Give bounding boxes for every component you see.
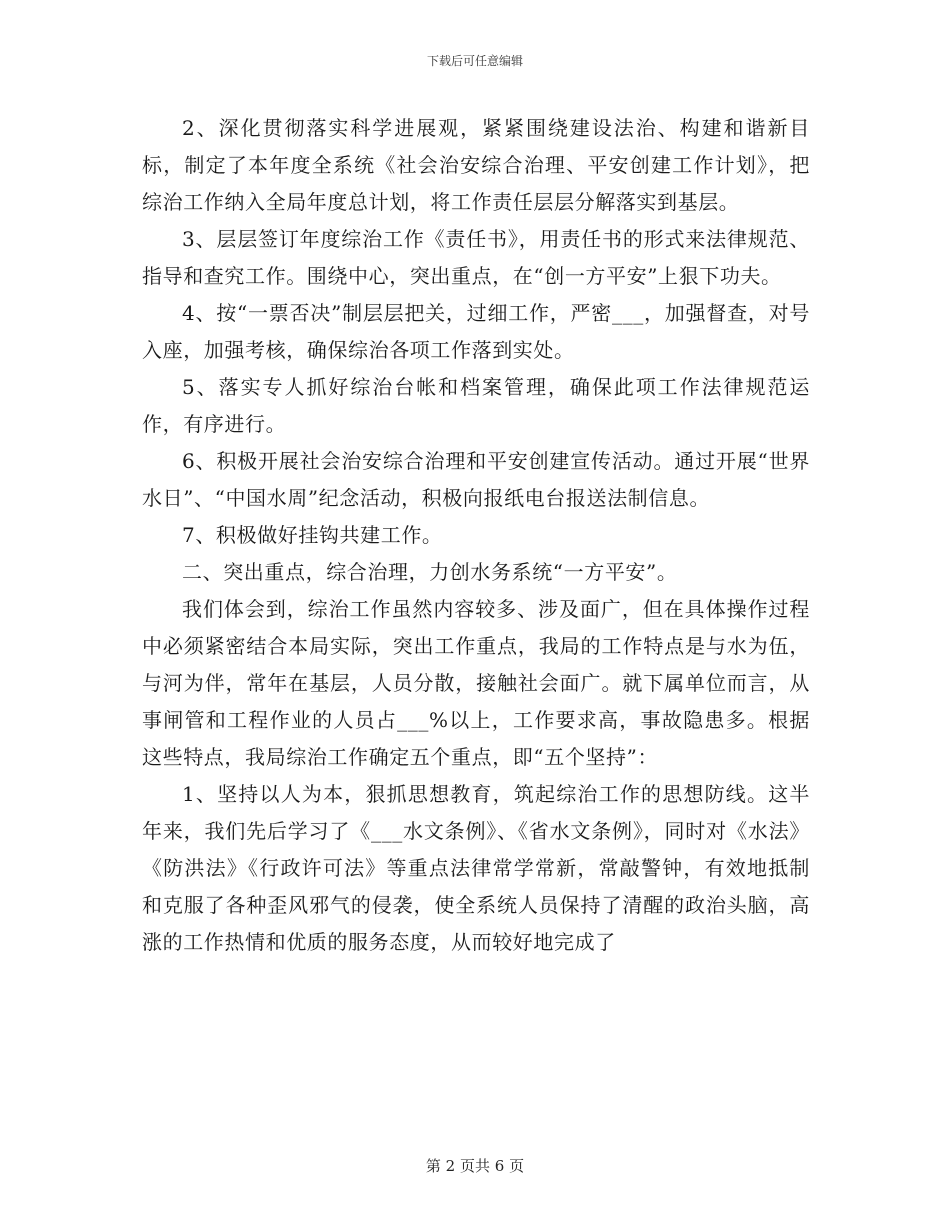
paragraph-item-7: 7、积极做好挂钩共建工作。 <box>182 523 443 547</box>
paragraph-item-4: 4、按“一票否决”制层层把关，过细工作，严密___，加强督查，对号入座，加强考核，确保综治各项工作落到实处。 <box>142 301 810 362</box>
page-number: 第 2 页共 6 页 <box>425 1157 525 1175</box>
page-header: 下载后可任意编辑 <box>426 54 523 68</box>
paragraph-summary: 我们体会到，综治工作虽然内容较多、涉及面广，但在具体操作过程中必须紧密结合本局实际，突出工作重点，我局的工作特点是与水为伍，与河为伴，常年在基层，人员分散，接触社会面广。就下属单位而言，从事闸管和工程作业的人员占___%以上，工作要求高，事故隐患多。根据这些特点，我局综治工作确定五个重点，即“五个坚持”： <box>142 597 810 769</box>
paragraph-item-2: 2、深化贯彻落实科学进展观，紧紧围绕建设法治、构建和谐新目标，制定了本年度全系统《社会治安综合治理、平安创建工作计划》，把综治工作纳入全局年度总计划，将工作责任层层分解落实到基层。 <box>142 116 810 214</box>
paragraph-item-6: 6、积极开展社会治安综合治理和平安创建宣传活动。通过开展“世界水日”、“中国水周”纪念活动，积极向报纸电台报送法制信息。 <box>142 449 810 510</box>
section-heading-2: 二、突出重点，综合治理，力创水务系统“一方平安”。 <box>182 560 678 584</box>
paragraph-point-1: 1、坚持以人为本，狠抓思想教育，筑起综治工作的思想防线。这半年来，我们先后学习了《___水文条例》、《省水文条例》，同时对《水法》《防洪法》《行政许可法》等重点法律常学常新，常敲警钟，有效地抵制和克服了各种歪风邪气的侵袭，使全系统人员保持了清醒的政治头脑，高涨的工作热情和优质的服务态度，从而较好地完成了 <box>142 782 810 954</box>
document-body <box>142 110 810 961</box>
paragraph-item-5: 5、落实专人抓好综治台帐和档案管理，确保此项工作法律规范运作，有序进行。 <box>142 375 810 436</box>
paragraph-item-3: 3、层层签订年度综治工作《责任书》，用责任书的形式来法律规范、指导和查究工作。围绕中心，突出重点，在“创一方平安”上狠下功夫。 <box>142 227 810 288</box>
